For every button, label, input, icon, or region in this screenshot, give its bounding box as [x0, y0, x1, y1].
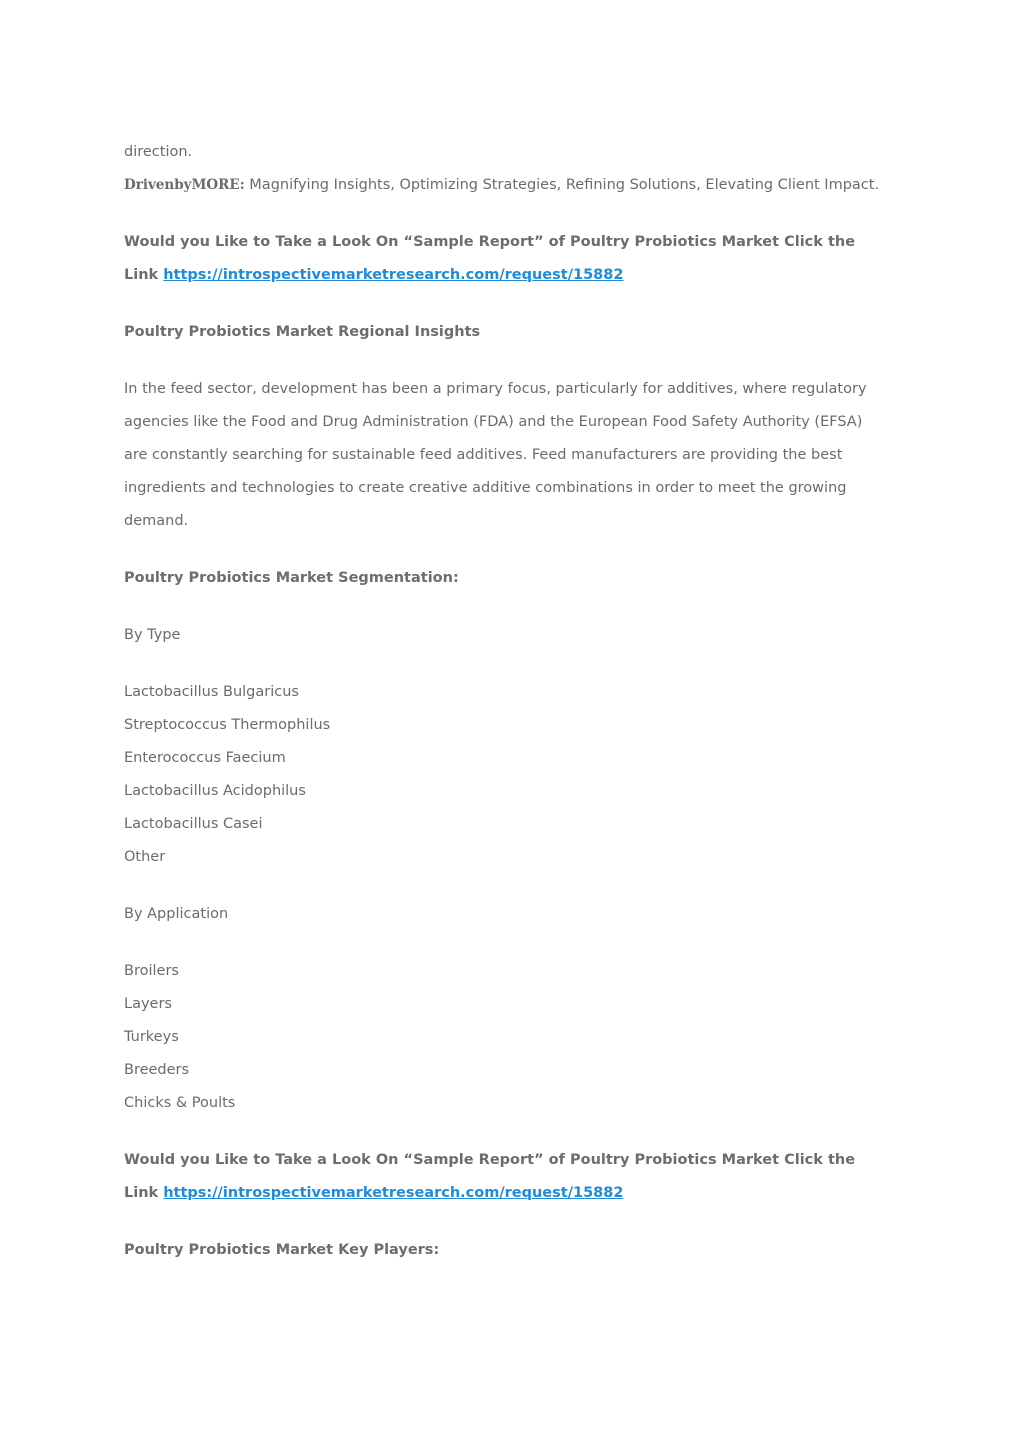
spacer — [124, 931, 904, 955]
regional-paragraph-line: ingredients and technologies to create creative additive combinations in order to meet the growing — [124, 480, 847, 496]
cta-link-prefix: Link — [124, 267, 164, 283]
key-players-heading: Poultry Probiotics Market Key Players: — [124, 1242, 440, 1258]
sample-report-link[interactable]: https://introspectivemarketresearch.com/request/15882 — [163, 1185, 624, 1201]
spacer — [124, 1120, 904, 1144]
sample-report-cta-line-2 — [124, 259, 904, 292]
document-page — [124, 136, 904, 1267]
regional-paragraph-line: demand. — [124, 513, 189, 529]
type-list-item: Lactobacillus Bulgaricus — [124, 684, 299, 700]
by-type-label: By Type — [124, 627, 181, 643]
sample-report-cta-line-1: Would you Like to Take a Look On “Sample Report” of Poultry Probiotics Market Click the — [124, 234, 856, 250]
spacer — [124, 1210, 904, 1234]
application-list-item: Breeders — [124, 1062, 190, 1078]
type-list-item: Lactobacillus Casei — [124, 816, 263, 832]
application-list-item: Layers — [124, 996, 172, 1012]
spacer — [124, 292, 904, 316]
regional-paragraph-line: are constantly searching for sustainable feed additives. Feed manufacturers are providing the best — [124, 447, 843, 463]
type-list-item: Lactobacillus Acidophilus — [124, 783, 306, 799]
spacer — [124, 874, 904, 898]
type-list-item: Other — [124, 849, 166, 865]
sample-report-cta-line-2 — [124, 1177, 904, 1210]
spacer — [124, 595, 904, 619]
regional-insights-heading: Poultry Probiotics Market Regional Insights — [124, 324, 481, 340]
sample-report-cta-line-1: Would you Like to Take a Look On “Sample Report” of Poultry Probiotics Market Click the — [124, 1152, 856, 1168]
sample-report-link[interactable]: https://introspectivemarketresearch.com/request/15882 — [163, 267, 624, 283]
intro-direction-text: direction. — [124, 144, 193, 160]
spacer — [124, 202, 904, 226]
application-list-item: Turkeys — [124, 1029, 179, 1045]
by-application-label: By Application — [124, 906, 229, 922]
brand-tagline: Magnifying Insights, Optimizing Strategies, Refining Solutions, Elevating Client Impact. — [244, 177, 880, 193]
spacer — [124, 538, 904, 562]
type-list-item: Streptococcus Thermophilus — [124, 717, 331, 733]
application-list-item: Broilers — [124, 963, 179, 979]
application-list-item: Chicks & Poults — [124, 1095, 236, 1111]
regional-paragraph-line: agencies like the Food and Drug Administration (FDA) and the European Food Safety Authority (EFSA) — [124, 414, 863, 430]
spacer — [124, 349, 904, 373]
segmentation-heading: Poultry Probiotics Market Segmentation: — [124, 570, 459, 586]
spacer — [124, 652, 904, 676]
brand-tagline-line — [124, 169, 904, 202]
cta-link-prefix: Link — [124, 1185, 164, 1201]
type-list-item: Enterococcus Faecium — [124, 750, 286, 766]
regional-paragraph-line: In the feed sector, development has been a primary focus, particularly for additives, where regulatory — [124, 381, 867, 397]
brand-name: DrivenbyMORE: — [124, 177, 245, 193]
